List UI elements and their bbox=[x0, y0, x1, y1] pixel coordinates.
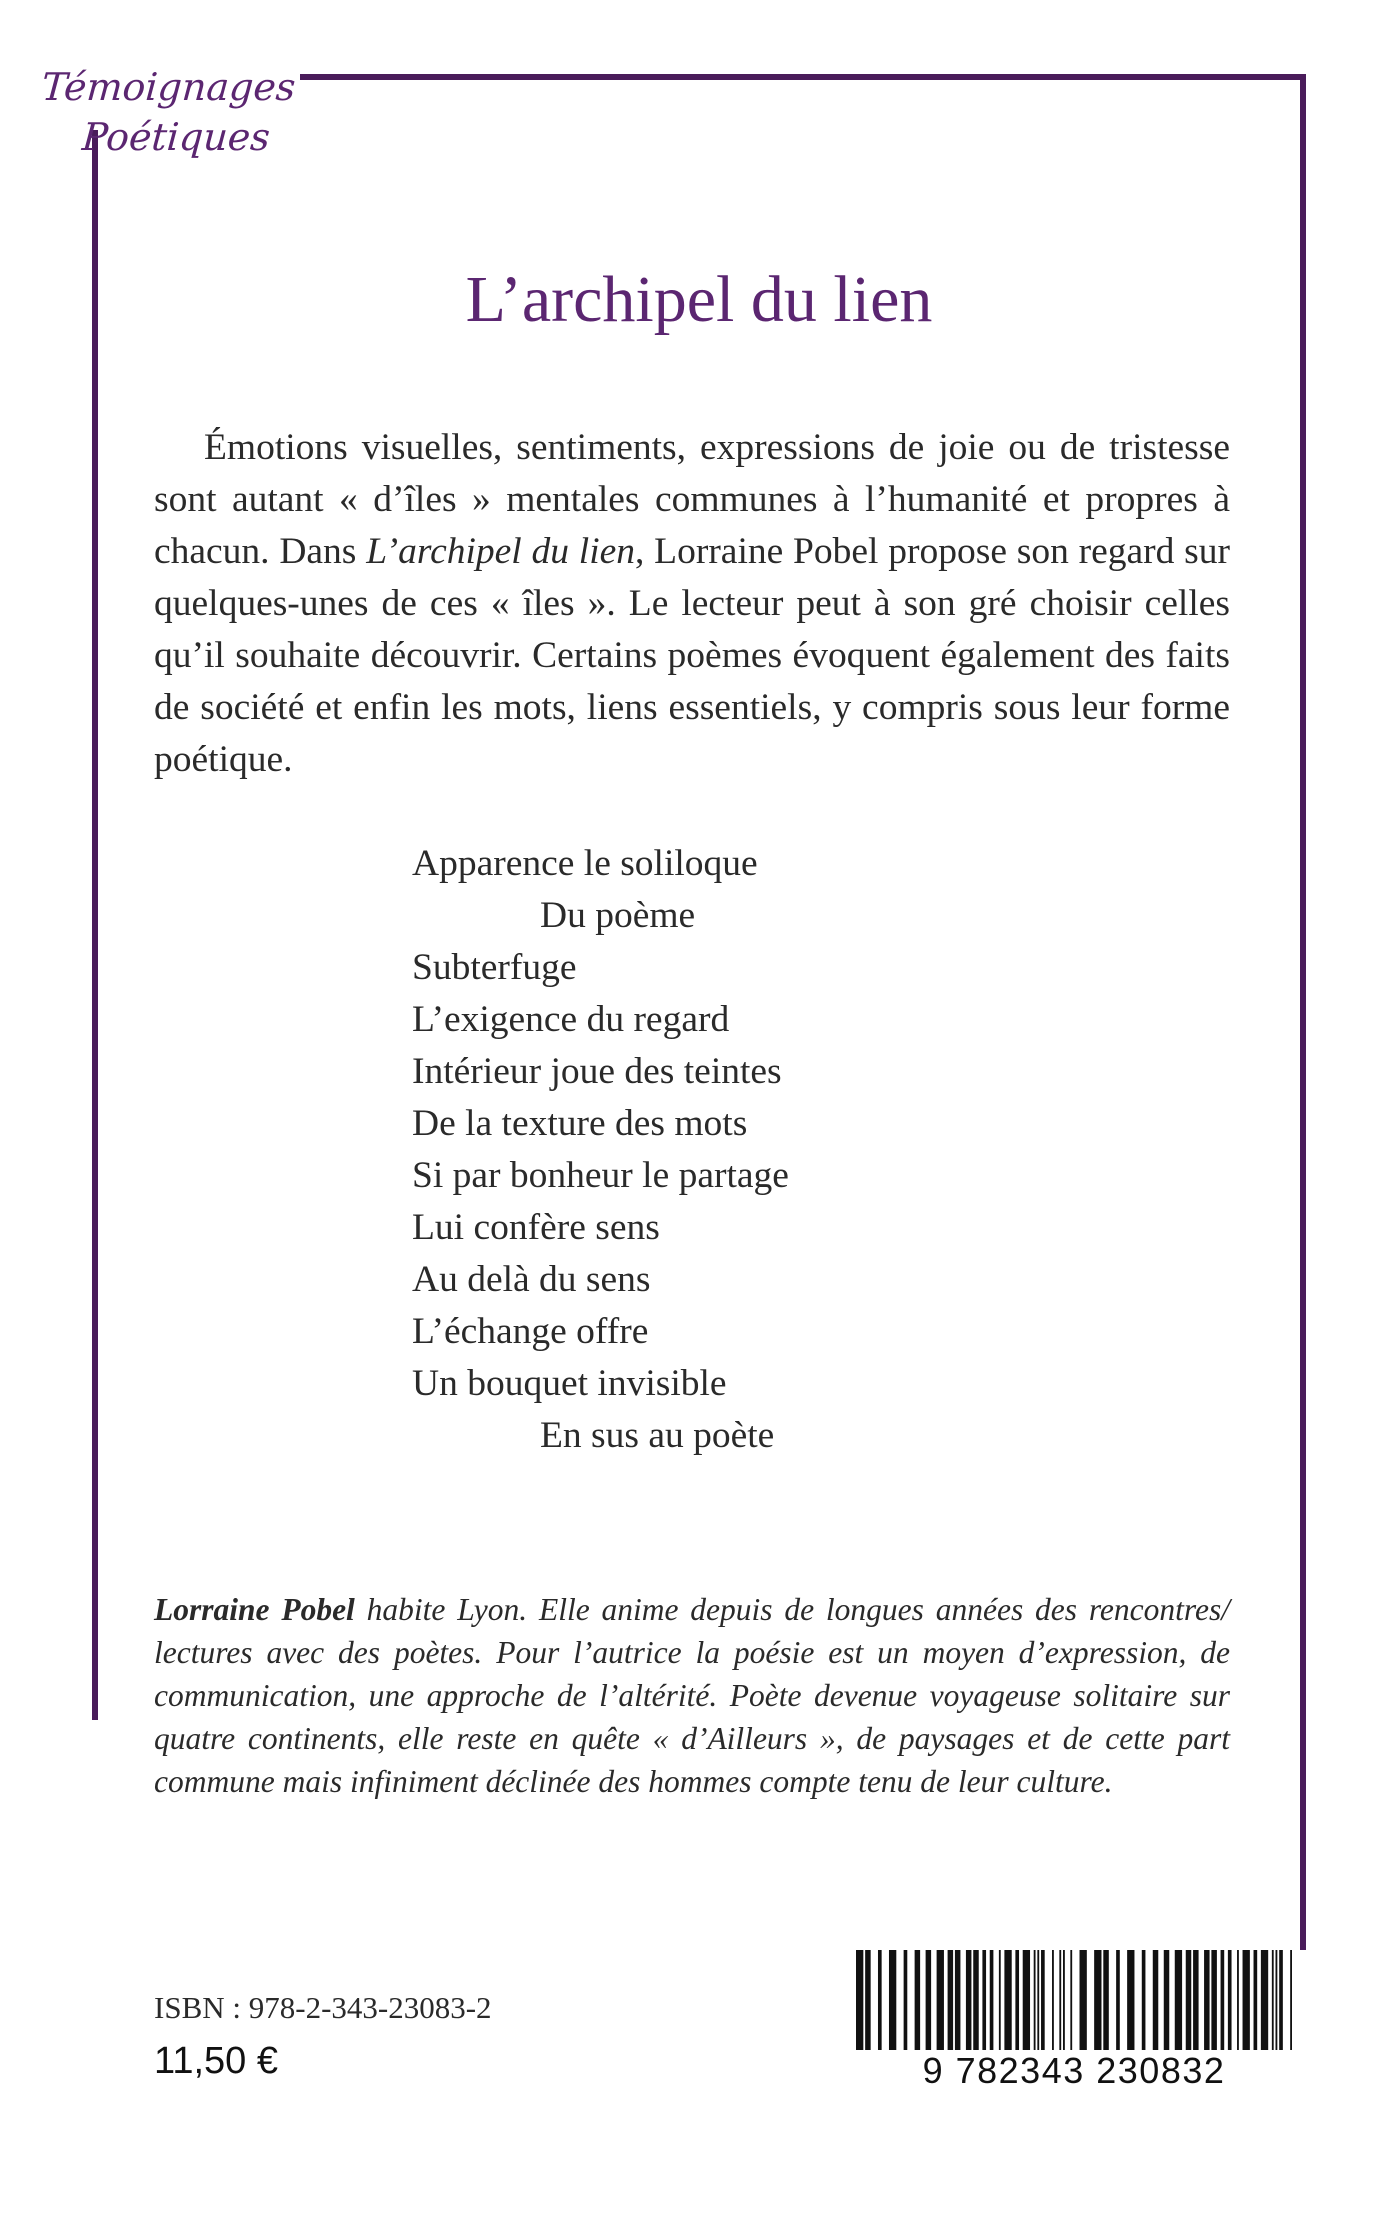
barcode-bar bbox=[1272, 1950, 1274, 2054]
barcode-bar bbox=[915, 1950, 921, 2054]
blurb-book-title: L’archipel du lien bbox=[366, 531, 636, 572]
barcode-bar bbox=[955, 1950, 961, 2054]
poem-line: Apparence le soliloque bbox=[412, 843, 758, 884]
barcode-bar bbox=[1080, 1950, 1087, 2054]
frame-right-border bbox=[1300, 74, 1306, 1950]
poem-line: Subterfuge bbox=[412, 947, 577, 988]
barcode-bar bbox=[1164, 1950, 1170, 2054]
barcode-bar bbox=[904, 1950, 908, 2054]
barcode-bar bbox=[1228, 1950, 1232, 2054]
barcode-bar bbox=[1094, 1950, 1101, 2054]
poem-line: De la texture des mots bbox=[412, 1103, 748, 1144]
author-bio bbox=[154, 1588, 1230, 1803]
blurb-part-2: , Lorraine Pobel propose son regard sur quelques-unes de ces « îles ». Le lecteur peut à son gré choisir celles qu’il souhaite découvrir. Certains poèmes évoquent également des faits de société et enfin les mots, liens essentiels, y compris sous leur forme poétique. bbox=[154, 531, 1230, 780]
barcode-bars bbox=[854, 1950, 1294, 2054]
poem-line: Un bouquet invisible bbox=[412, 1363, 727, 1404]
poem-line: Lui confère sens bbox=[412, 1207, 660, 1248]
barcode-bar bbox=[1261, 1950, 1268, 2054]
series-line-1: Témoignages bbox=[40, 65, 298, 109]
barcode-bar bbox=[990, 1950, 994, 2054]
isbn-text: ISBN : 978-2-343-23083-2 bbox=[154, 1990, 492, 2025]
barcode-bar bbox=[1063, 1950, 1065, 2054]
barcode-bar bbox=[865, 1950, 871, 2054]
barcode-bar bbox=[1023, 1950, 1030, 2054]
poem-excerpt bbox=[412, 838, 1212, 1462]
barcode-bar bbox=[1254, 1950, 1258, 2054]
poem-line: L’échange offre bbox=[412, 1311, 649, 1352]
barcode-bar bbox=[982, 1950, 986, 2054]
book-title: L’archipel du lien bbox=[465, 263, 933, 336]
barcode-bar bbox=[1127, 1950, 1134, 2054]
barcode bbox=[854, 1950, 1294, 2098]
poem-line: Si par bonheur le partage bbox=[412, 1155, 789, 1196]
barcode-bar bbox=[1221, 1950, 1225, 2054]
barcode-bar bbox=[1290, 1950, 1292, 2054]
barcode-bar bbox=[1070, 1950, 1072, 2054]
barcode-bar bbox=[1037, 1950, 1039, 2054]
poem-line: L’exigence du regard bbox=[412, 999, 730, 1040]
barcode-bar bbox=[1103, 1950, 1109, 2054]
barcode-bar bbox=[1211, 1950, 1217, 2054]
barcode-bar bbox=[1193, 1950, 1199, 2054]
barcode-bar bbox=[966, 1950, 972, 2054]
barcode-bar bbox=[1279, 1950, 1283, 2054]
blurb-paragraph bbox=[154, 422, 1230, 786]
price-text: 11,50 € bbox=[154, 2040, 278, 2082]
frame-top-border bbox=[300, 74, 1306, 80]
barcode-bar bbox=[1004, 1950, 1011, 2054]
blurb-part-1: Émotions visuelles, sentiments, expressions de joie ou de tristesse sont autant « d’îles » mentales communes à l’humanité et propres à chacun. Dans bbox=[154, 427, 1230, 572]
barcode-bar bbox=[973, 1950, 979, 2054]
barcode-bar bbox=[1116, 1950, 1120, 2054]
barcode-bar bbox=[1237, 1950, 1239, 2054]
barcode-bar bbox=[878, 1950, 882, 2054]
series-line-2: Poétiques bbox=[80, 115, 272, 159]
poem-line: Du poème bbox=[540, 895, 696, 936]
barcode-bar bbox=[1153, 1950, 1159, 2054]
author-name: Lorraine Pobel bbox=[154, 1592, 355, 1627]
barcode-bar bbox=[889, 1950, 896, 2054]
barcode-bar bbox=[1034, 1950, 1036, 2054]
barcode-bar bbox=[1204, 1950, 1210, 2054]
barcode-bar bbox=[1175, 1950, 1182, 2054]
barcode-bar bbox=[926, 1950, 932, 2054]
poem-line: En sus au poète bbox=[540, 1415, 775, 1456]
barcode-bar bbox=[999, 1950, 1001, 2054]
barcode-bar bbox=[1276, 1950, 1278, 2054]
barcode-bar bbox=[1041, 1950, 1045, 2054]
barcode-bar bbox=[1015, 1950, 1019, 2054]
barcode-bar bbox=[1052, 1950, 1054, 2054]
barcode-bar bbox=[937, 1950, 944, 2054]
frame-left-border bbox=[92, 130, 98, 1720]
barcode-bar bbox=[948, 1950, 954, 2054]
poem-line: Intérieur joue des teintes bbox=[412, 1051, 782, 1092]
series-logo bbox=[37, 62, 304, 162]
author-bio-text: habite Lyon. Elle anime depuis de longues années des rencontres/ lectures avec des poètes. Pour l’autrice la poésie est un moyen d’expression, de communication, une approche de l’altérité. Poète devenue voyageuse solitaire sur quatre continents, elle reste en quête « d’Ailleurs », de paysages et de cette part commune mais infiniment déclinée des hommes compte tenu de leur culture. bbox=[154, 1592, 1230, 1799]
barcode-digits: 9 782343 230832 bbox=[854, 2050, 1294, 2092]
barcode-bar bbox=[1142, 1950, 1146, 2054]
barcode-bar bbox=[1059, 1950, 1061, 2054]
barcode-bar bbox=[1243, 1950, 1250, 2054]
barcode-bar bbox=[1186, 1950, 1192, 2054]
poem-line: Au delà du sens bbox=[412, 1259, 651, 1300]
barcode-bar bbox=[856, 1950, 863, 2054]
